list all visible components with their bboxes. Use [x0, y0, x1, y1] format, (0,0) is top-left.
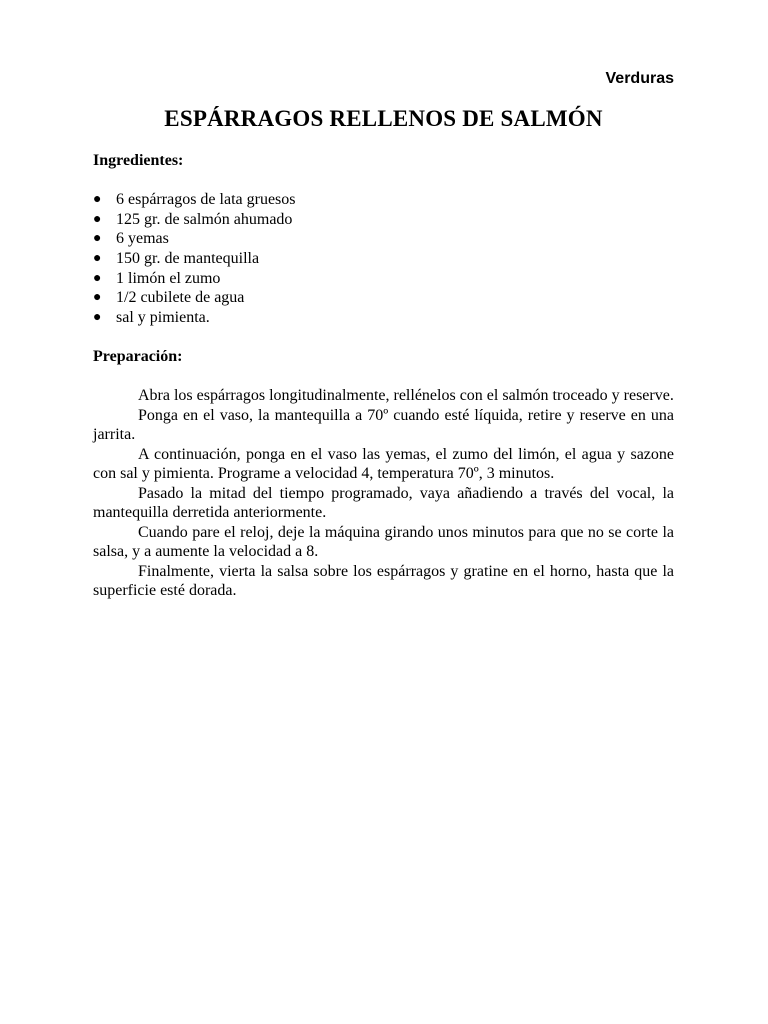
preparation-body [93, 386, 674, 601]
ingredient-item [93, 308, 674, 328]
bullet-icon: ● [93, 211, 102, 227]
recipe-title: ESPÁRRAGOS RELLENOS DE SALMÓN [164, 106, 603, 131]
preparation-paragraph: Abra los espárragos longitudinalmente, rellénelos con el salmón troceado y reserve. [138, 387, 674, 404]
ingredient-text: 150 gr. de mantequilla [116, 250, 260, 268]
bullet-icon: ● [93, 251, 102, 267]
preparation-paragraph: Cuando pare el reloj, deje la máquina girando unos minutos para que no se corte la salsa, y a aumente la velocidad a 8. [93, 523, 674, 560]
preparation-paragraph: Ponga en el vaso, la mantequilla a 70º cuando esté líquida, retire y reserve en una jarrita. [93, 406, 674, 443]
bullet-icon: ● [93, 192, 102, 207]
ingredient-text: sal y pimienta. [116, 309, 210, 327]
preparation-paragraph: A continuación, ponga en el vaso las yemas, el zumo del limón, el agua y sazone con sal y pimienta. Programe a velocidad 4, temperatura 70º, 3 minutos. [93, 445, 674, 482]
ingredient-text: 6 espárragos de lata gruesos [116, 191, 296, 208]
preparation-paragraph: Finalmente, vierta la salsa sobre los espárragos y gratine en el horno, hasta que la superficie esté dorada. [93, 562, 674, 599]
ingredient-item [93, 249, 674, 269]
bullet-icon: ● [93, 231, 102, 247]
ingredient-text: 125 gr. de salmón ahumado [116, 210, 293, 228]
ingredients-list [93, 190, 674, 328]
bullet-icon: ● [93, 270, 102, 286]
bullet-icon: ● [93, 310, 102, 326]
ingredient-item [93, 210, 674, 230]
ingredient-item [93, 190, 674, 210]
ingredient-item [93, 229, 674, 249]
ingredient-item [93, 288, 674, 308]
ingredients-heading: Ingredientes: [93, 152, 184, 169]
ingredient-text: 1 limón el zumo [116, 269, 221, 287]
ingredient-text: 6 yemas [116, 230, 169, 248]
ingredient-text: 1/2 cubilete de agua [116, 289, 245, 307]
category-label: Verduras [605, 70, 674, 87]
bullet-icon: ● [93, 290, 102, 306]
ingredient-item [93, 269, 674, 289]
preparation-paragraph: Pasado la mitad del tiempo programado, vaya añadiendo a través del vocal, la mantequilla derretida anteriormente. [93, 484, 674, 521]
preparation-heading: Preparación: [93, 348, 183, 365]
